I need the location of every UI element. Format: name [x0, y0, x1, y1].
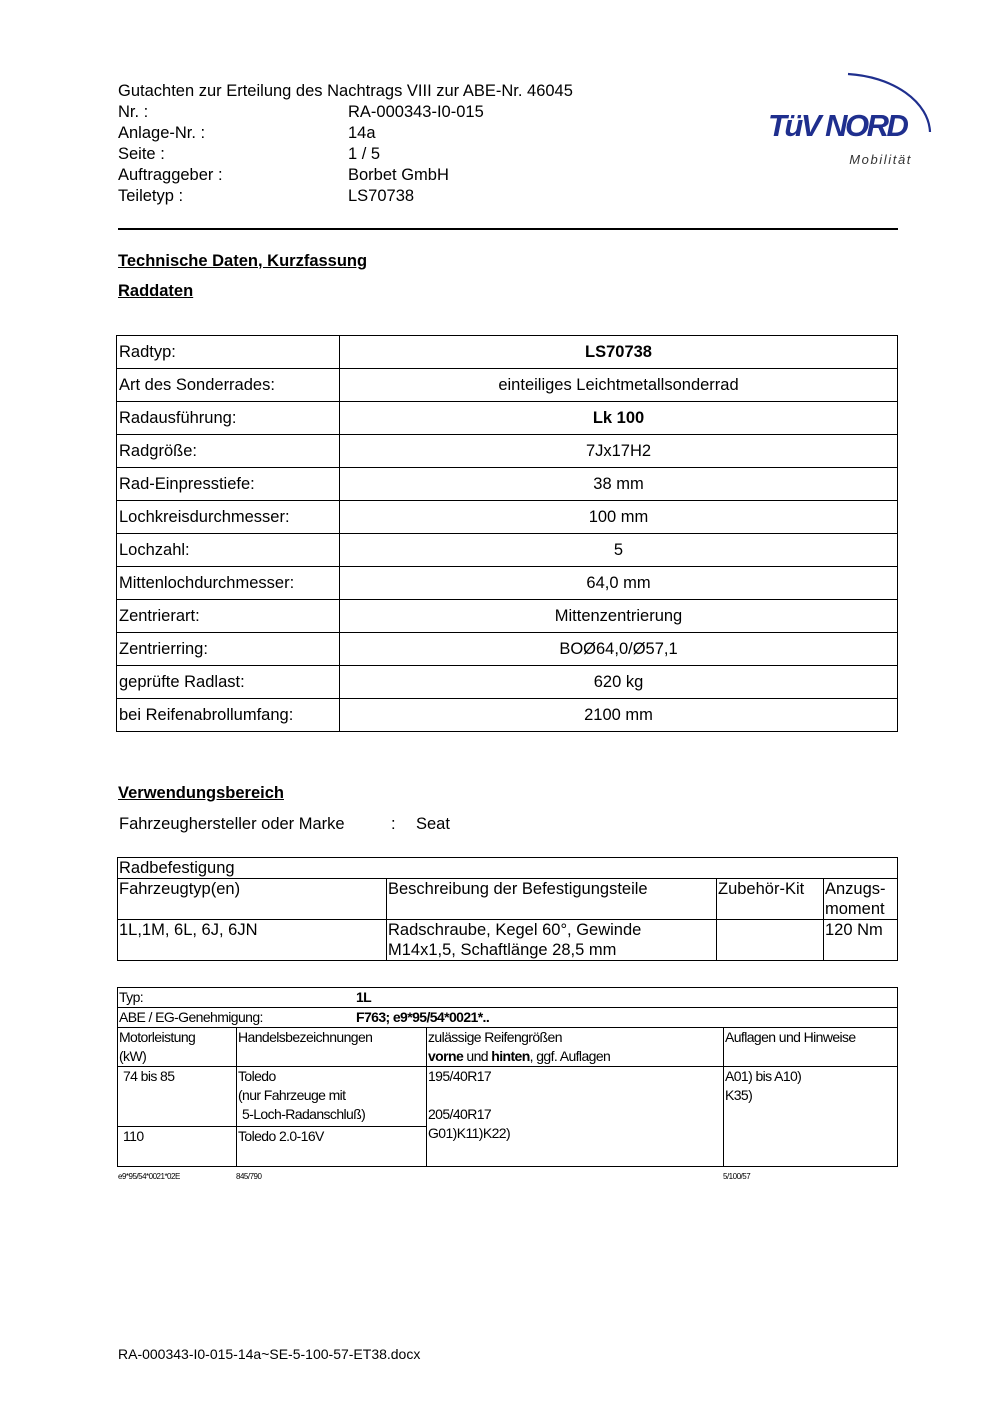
table-row [117, 369, 898, 402]
maker-line [119, 815, 450, 834]
col-header-tires-2 [428, 1047, 722, 1066]
table-row [117, 336, 898, 369]
col-header-desc: Beschreibung der Befestigungsteile [387, 879, 717, 920]
row-value: 100 mm [340, 501, 898, 534]
row-label: Radgröße: [117, 435, 340, 468]
row-value: 620 kg [340, 666, 898, 699]
header-label: Nr. : [118, 103, 149, 121]
table-row [117, 666, 898, 699]
row-value: 64,0 mm [340, 567, 898, 600]
table-row [118, 858, 898, 879]
cell-name-line1: Toledo [238, 1068, 276, 1084]
header-label: Auftraggeber : [118, 166, 223, 184]
table-row [117, 468, 898, 501]
row-label: Mittenlochdurchmesser: [117, 567, 340, 600]
tire-spacer [428, 1086, 722, 1105]
row-label: Zentrierart: [117, 600, 340, 633]
row-label: Art des Sonderrades: [117, 369, 340, 402]
row-label: Radtyp: [117, 336, 340, 369]
col-header-torque-2: moment [825, 900, 885, 918]
table-row [118, 988, 898, 1008]
tire-notes: G01)K11)K22) [428, 1125, 511, 1141]
table-row [117, 600, 898, 633]
col-header-tires-1: zulässige Reifengrößen [428, 1029, 562, 1045]
wheel-data-table [116, 335, 898, 732]
col-header-power [118, 1028, 237, 1067]
maker-value: Seat [416, 815, 450, 833]
table-row [118, 1067, 898, 1127]
tires-front: vorne [428, 1048, 464, 1064]
row-label: Lochzahl: [117, 534, 340, 567]
cell-names-2: Toledo 2.0-16V [237, 1127, 427, 1167]
footer-filename: RA-000343-I0-015-14a~SE-5-100-57-ET38.docx [118, 1346, 421, 1362]
row-label: Lochkreisdurchmesser: [117, 501, 340, 534]
col-header-kit: Zubehör-Kit [717, 879, 824, 920]
approval-code: e9*95/54*0021*02E [118, 1172, 180, 1181]
header-row-teiletyp [118, 186, 573, 207]
mounting-table [117, 857, 898, 961]
maker-label: Fahrzeughersteller oder Marke [119, 815, 345, 833]
document-title: Gutachten zur Erteilung des Nachtrags VIII zur ABE-Nr. 46045 [118, 82, 573, 100]
row-value: BOØ64,0/Ø57,1 [340, 633, 898, 666]
cell-types: 1L,1M, 6L, 6J, 6JN [118, 920, 387, 961]
table-row [117, 534, 898, 567]
mounting-caption: Radbefestigung [118, 858, 898, 879]
cell-notes [724, 1067, 898, 1167]
row-value: 7Jx17H2 [340, 435, 898, 468]
tire-size-2: 205/40R17 [428, 1106, 492, 1122]
row-label: Zentrierring: [117, 633, 340, 666]
row-label: Radausführung: [117, 402, 340, 435]
cell-torque: 120 Nm [824, 920, 898, 961]
cell-kit [717, 920, 824, 961]
section-title-usage: Verwendungsbereich [118, 784, 284, 802]
table-row [118, 1008, 898, 1028]
typ-value: 1L [356, 989, 372, 1005]
notes-line2: K35) [725, 1087, 753, 1103]
typ-label: Typ: [119, 989, 144, 1005]
cell-power-1: 74 bis 85 [118, 1067, 237, 1127]
row-label: bei Reifenabrollumfang: [117, 699, 340, 732]
row-label: geprüfte Radlast: [117, 666, 340, 699]
table-row [117, 567, 898, 600]
table-row [117, 435, 898, 468]
logo-brand-text: TüV NORD [768, 108, 907, 143]
header-value: Borbet GmbH [348, 166, 449, 184]
cell-desc [387, 920, 717, 961]
section-title: Technische Daten, Kurzfassung [118, 252, 368, 270]
code-right: 5/100/57 [723, 1172, 751, 1181]
row-value: Mittenzentrierung [340, 600, 898, 633]
tire-size-1: 195/40R17 [428, 1068, 492, 1084]
maker-separator: : [391, 815, 396, 833]
tires-rest: , ggf. Auflagen [529, 1048, 611, 1064]
cell-power-2: 110 [118, 1127, 237, 1167]
type-table [117, 987, 898, 1167]
code-mid: 845/790 [236, 1172, 262, 1181]
cell-desc-line1: Radschraube, Kegel 60°, Gewinde [388, 921, 642, 939]
table-row [117, 501, 898, 534]
cell-names-1 [237, 1067, 427, 1127]
row-value: 5 [340, 534, 898, 567]
notes-line1: A01) bis A10) [725, 1068, 802, 1084]
col-header-notes: Auflagen und Hinweise [724, 1028, 898, 1067]
row-value: einteiliges Leichtmetallsonderrad [340, 369, 898, 402]
table-header-row [118, 1028, 898, 1067]
header-row-anlage [118, 123, 573, 144]
logo-subtitle: Mobilität [849, 152, 912, 167]
typ-row [118, 988, 898, 1008]
row-value: LS70738 [340, 336, 898, 369]
table-row [118, 920, 898, 961]
cell-name-line2: (nur Fahrzeuge mit [238, 1087, 346, 1103]
cell-name-line3: 5-Loch-Radanschluß) [242, 1106, 366, 1122]
row-value: Lk 100 [340, 402, 898, 435]
abe-label: ABE / EG-Genehmigung: [119, 1009, 263, 1025]
col-header-tires [427, 1028, 724, 1067]
col-header-torque-1: Anzugs- [825, 880, 886, 898]
col-header-types: Fahrzeugtyp(en) [118, 879, 387, 920]
section-subtitle: Raddaten [118, 282, 194, 300]
table-row [117, 699, 898, 732]
document-header [118, 81, 573, 207]
tires-rear: hinten [491, 1048, 530, 1064]
tires-und: und [463, 1048, 492, 1064]
header-row-auftraggeber [118, 165, 573, 186]
row-value: 38 mm [340, 468, 898, 501]
table-header-row [118, 879, 898, 920]
cell-tires [427, 1067, 724, 1167]
header-label: Anlage-Nr. : [118, 124, 206, 142]
header-value: LS70738 [348, 187, 415, 205]
row-value: 2100 mm [340, 699, 898, 732]
header-label: Teiletyp : [118, 187, 184, 205]
row-label: Rad-Einpresstiefe: [117, 468, 340, 501]
header-row-nr [118, 102, 573, 123]
header-value: RA-000343-I0-015 [348, 103, 484, 121]
cell-desc-line2: M14x1,5, Schaftlänge 28,5 mm [388, 941, 617, 959]
header-row-seite [118, 144, 573, 165]
header-value: 14a [348, 124, 376, 142]
header-label: Seite : [118, 145, 165, 163]
header-divider [118, 228, 898, 230]
table-row [117, 633, 898, 666]
header-value: 1 / 5 [348, 145, 381, 163]
col-header-power-1: Motorleistung [119, 1029, 196, 1045]
col-header-names: Handelsbezeichnungen [237, 1028, 427, 1067]
abe-row [118, 1008, 898, 1028]
tuv-nord-logo [762, 56, 942, 172]
table-row [117, 402, 898, 435]
col-header-power-2: (kW) [119, 1048, 147, 1064]
col-header-torque [824, 879, 898, 920]
abe-value: F763; e9*95/54*0021*.. [356, 1009, 490, 1025]
